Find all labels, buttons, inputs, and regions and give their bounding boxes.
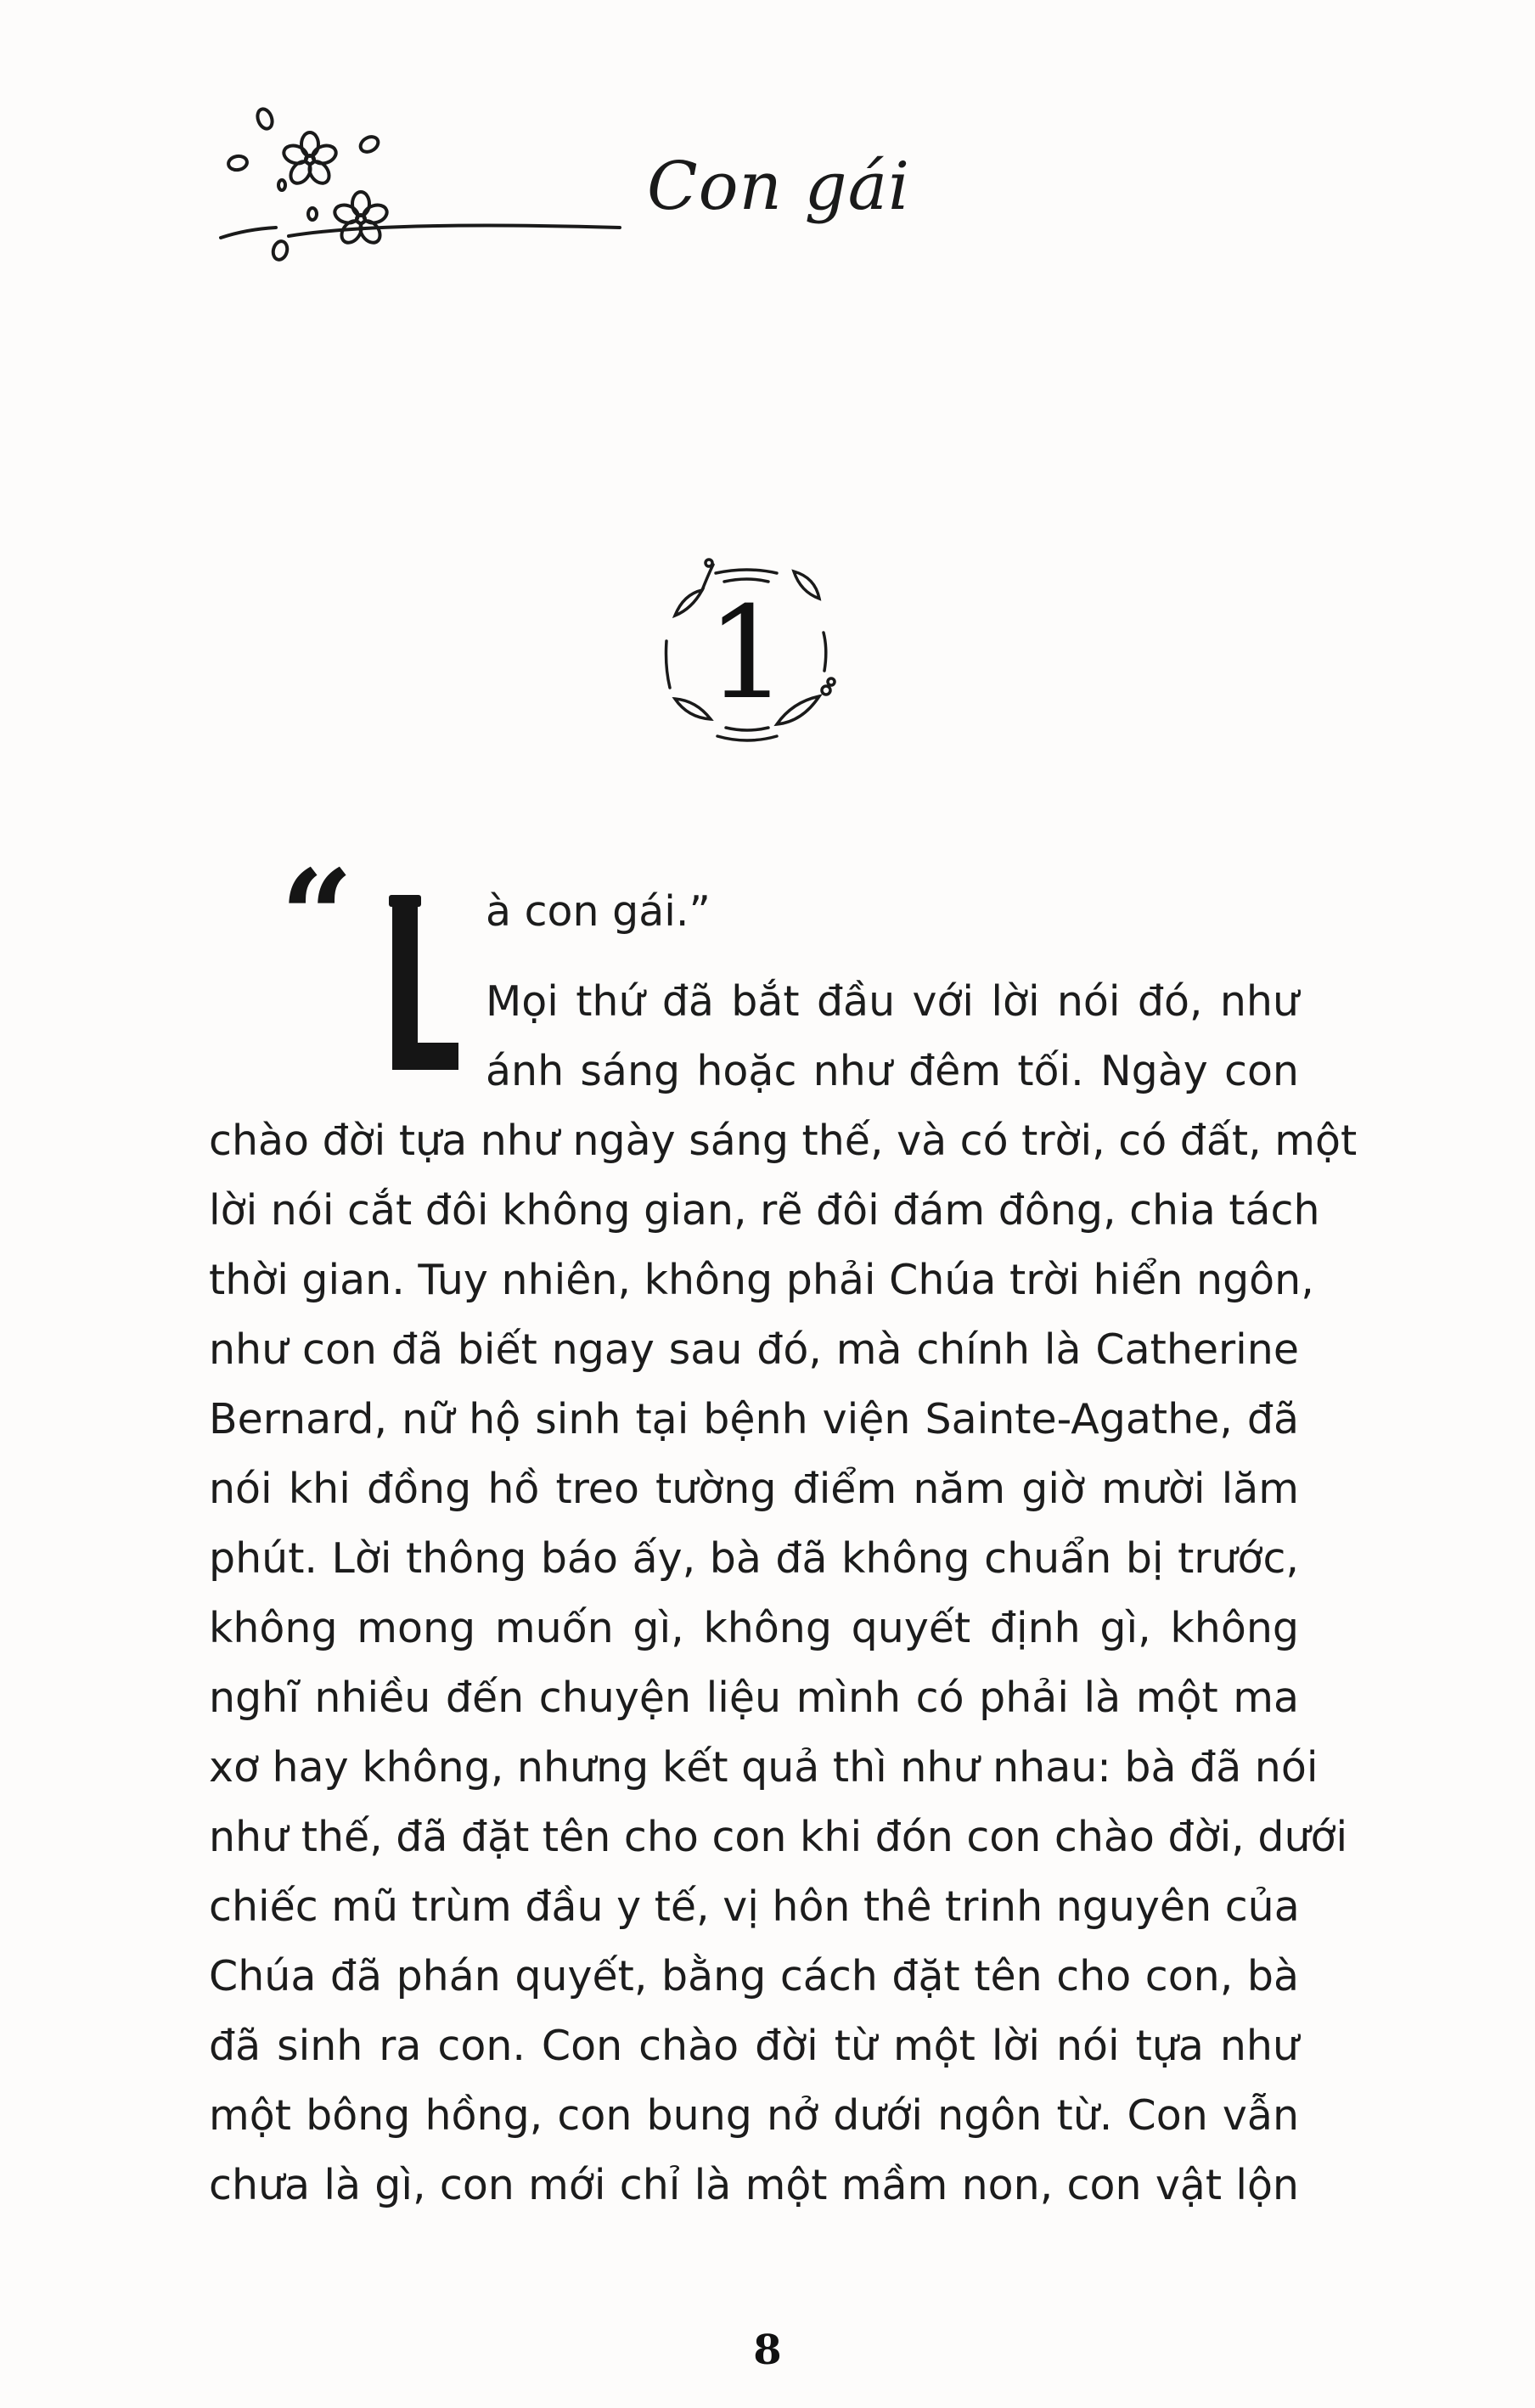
- body-text-line: lời nói cắt đôi không gian, rẽ đôi đám đông, chia tách: [209, 1186, 1320, 1235]
- body-text-line: Mọi thứ đã bắt đầu với lời nói đó, như: [486, 977, 1299, 1026]
- body-text-line: chiếc mũ trùm đầu y tế, vị hôn thê trinh nguyên của: [209, 1882, 1300, 1931]
- chapter-number: 1: [706, 580, 788, 728]
- body-text-line: như con đã biết ngay sau đó, mà chính là Catherine: [209, 1325, 1299, 1374]
- body-text-line: Chúa đã phán quyết, bằng cách đặt tên cho con, bà: [209, 1952, 1299, 2000]
- body-text-line: nghĩ nhiều đến chuyện liệu mình có phải là một ma: [209, 1674, 1299, 1722]
- body-text-line: ánh sáng hoặc như đêm tối. Ngày con: [486, 1047, 1299, 1095]
- body-text-line: xơ hay không, nhưng kết quả thì như nhau: bà đã nói: [209, 1743, 1319, 1792]
- body-text-line: thời gian. Tuy nhiên, không phải Chúa trời hiển ngôn,: [209, 1256, 1314, 1304]
- body-text-line: phút. Lời thông báo ấy, bà đã không chuẩn bị trước,: [209, 1534, 1299, 1583]
- body-text-line: đã sinh ra con. Con chào đời từ một lời nói tựa như: [209, 2022, 1299, 2070]
- cherry-blossom-ornament-icon: [212, 93, 654, 280]
- body-text-line: chào đời tựa như ngày sáng thế, và có trời, có đất, một: [209, 1117, 1358, 1165]
- body-text-line: à con gái.”: [486, 887, 711, 936]
- chapter-header-title: Con gái: [647, 149, 911, 225]
- body-text-line: một bông hồng, con bung nở dưới ngôn từ. Con vẫn: [209, 2091, 1299, 2140]
- body-text-line: Bernard, nữ hộ sinh tại bệnh viện Sainte-Agathe, đã: [209, 1395, 1299, 1443]
- opening-quote-mark: “: [280, 842, 354, 992]
- body-text-line: nói khi đồng hồ treo tường điểm năm giờ mười lăm: [209, 1465, 1299, 1513]
- body-text-line: như thế, đã đặt tên cho con khi đón con chào đời, dưới: [209, 1813, 1348, 1861]
- page-number: 8: [753, 2326, 782, 2374]
- body-text-line: chưa là gì, con mới chỉ là một mầm non, con vật lộn: [209, 2161, 1299, 2209]
- body-text-line: không mong muốn gì, không quyết định gì, không: [209, 1604, 1299, 1652]
- dropcap-letter: [380, 883, 458, 1072]
